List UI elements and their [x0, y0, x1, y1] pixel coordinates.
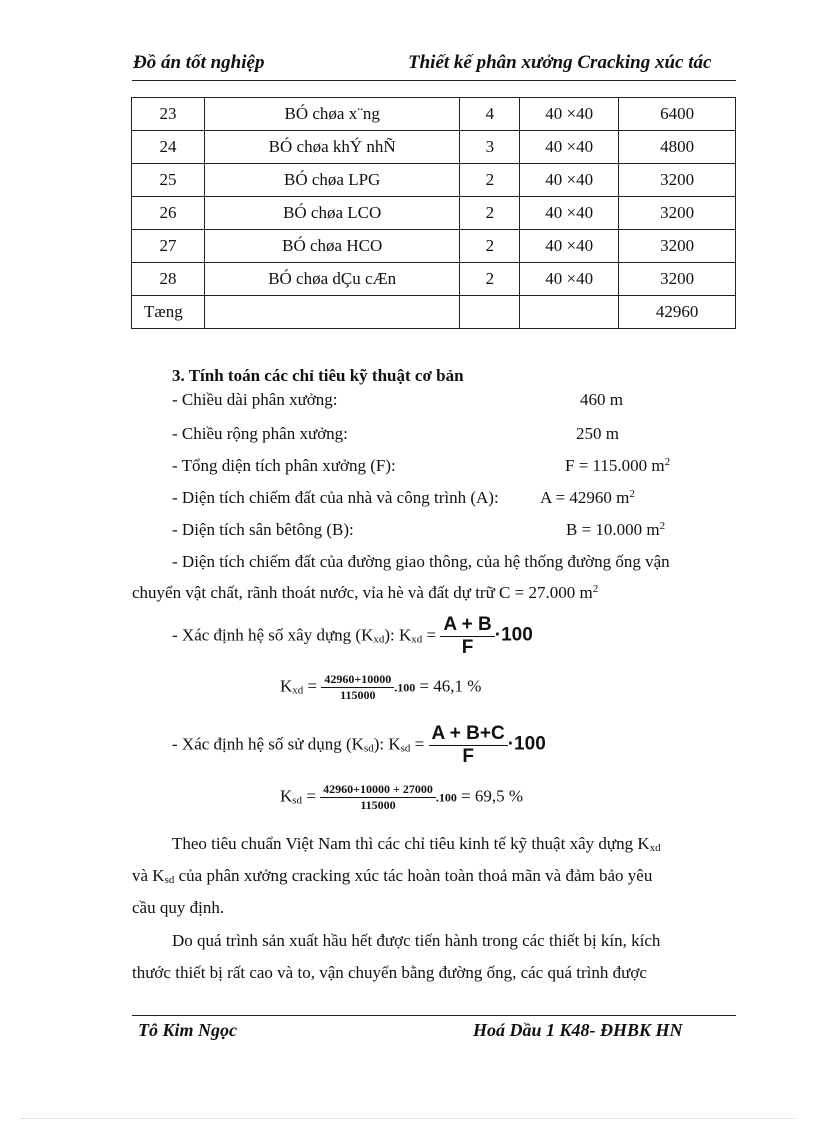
row-no: 25	[132, 164, 205, 197]
width-value: 250 m	[576, 424, 619, 443]
row-area: 3200	[619, 197, 736, 230]
ksd-fraction: $\frac{A + B+C}{F}$	[429, 723, 508, 768]
row-qty: 2	[460, 230, 520, 263]
total-area-value: F = 115.000 $m^2$	[565, 456, 671, 475]
row-no: 28	[132, 263, 205, 296]
equipment-table	[131, 97, 736, 329]
row-size: 40 ×40	[520, 197, 619, 230]
table-total-row	[132, 296, 736, 329]
paragraph-2-line-1: Do quá trình sản xuất hầu hết được tiến hành trong các thiết bị kín, kích	[172, 931, 661, 950]
concrete-area-value: B = 10.000 $m^2$	[566, 520, 666, 539]
table-row	[132, 164, 736, 197]
paragraph-1-line-3: cầu quy định.	[132, 898, 225, 917]
row-name: BÓ chøa HCO	[204, 230, 459, 263]
width-label: - Chiều rộng phân xưởng:	[172, 424, 348, 443]
row-qty: 2	[460, 164, 520, 197]
building-area-label: - Diện tích chiếm đất của nhà và công trình (A):	[172, 488, 499, 507]
paragraph-1-line-1: Theo tiêu chuẩn Việt Nam thì các chỉ tiêu kinh tế kỹ thuật xây dựng $K_{xd}$	[172, 834, 661, 854]
row-qty: 3	[460, 131, 520, 164]
row-area: 3200	[619, 230, 736, 263]
table-row	[132, 98, 736, 131]
row-name: BÓ chøa dÇu cÆn	[204, 263, 459, 296]
row-area: 3200	[619, 263, 736, 296]
section-heading: 3. Tính toán các chỉ tiêu kỹ thuật cơ bản	[172, 366, 464, 385]
row-no: 26	[132, 197, 205, 230]
row-area: 3200	[619, 164, 736, 197]
row-no: 24	[132, 131, 205, 164]
row-qty: 2	[460, 263, 520, 296]
header-left: Đồ án tốt nghiệp	[133, 52, 265, 73]
kxd-formula: - Xác định hệ số xây dựng $(K_{xd})$: $K_{xd}$ = $\frac{A + B}{F}$ ·100	[172, 614, 533, 658]
length-label: - Chiều dài phân xưởng:	[172, 390, 338, 409]
kxd-calc-fraction: $\frac{42960+10000}{115000}$	[321, 672, 394, 703]
ksd-calc-fraction: $\frac{42960+10000 + 27000}{115000}$	[320, 782, 436, 813]
row-area: 6400	[619, 98, 736, 131]
ksd-formula: - Xác định hệ số sử dụng $(K_{sd})$: $K_{sd}$ = $\frac{A + B+C}{F}$ ·100	[172, 723, 546, 767]
concrete-area-label: - Diện tích sân bêtông (B):	[172, 520, 354, 539]
table-row	[132, 263, 736, 296]
paragraph-2-line-2: thước thiết bị rất cao và to, vận chuyển bằng đường ống, các quá trình được	[132, 963, 647, 982]
row-name: BÓ chøa LPG	[204, 164, 459, 197]
row-no: 23	[132, 98, 205, 131]
kxd-calculation: $K_{xd}$ = $\frac{42960+10000}{115000}$ .100 = 46,1 %	[280, 672, 482, 702]
page-bottom-border	[20, 1118, 796, 1119]
row-area: 4800	[619, 131, 736, 164]
total-area-label: - Tổng diện tích phân xưởng (F):	[172, 456, 396, 475]
footer-left: Tô Kim Ngọc	[138, 1020, 237, 1040]
table-row	[132, 230, 736, 263]
building-area-value: A = 42960 $m^2$	[540, 488, 635, 507]
kxd-fraction: $\frac{A + B}{F}$	[440, 614, 494, 659]
row-qty: 2	[460, 197, 520, 230]
length-value: 460 m	[580, 390, 623, 409]
row-name: BÓ chøa x¨ng	[204, 98, 459, 131]
footer-rule	[132, 1015, 736, 1016]
ksd-result: = 69,5 %	[461, 786, 524, 806]
footer-right: Hoá Dầu 1 K48- ĐHBK HN	[473, 1020, 683, 1040]
total-label: Tæng	[132, 296, 205, 329]
row-qty: 4	[460, 98, 520, 131]
ksd-calculation: $K_{sd}$ = $\frac{42960+10000 + 27000}{115000}$ .100 = 69,5 %	[280, 782, 524, 812]
row-size: 40 ×40	[520, 164, 619, 197]
row-size: 40 ×40	[520, 263, 619, 296]
paragraph-1-line-2: và $K_{sd}$ của phân xưởng cracking xúc tác hoàn toàn thoả mãn và đảm bảo yêu	[132, 866, 653, 886]
header-right: Thiết kế phân xưởng Cracking xúc tác	[408, 52, 712, 73]
road-area-line-2: chuyển vật chất, rãnh thoát nước, vỉa hè và đất dự trữ C = 27.000 $m^2$	[132, 583, 599, 602]
row-name: BÓ chøa khÝ nhÑ	[204, 131, 459, 164]
table-row	[132, 131, 736, 164]
header-rule	[132, 80, 736, 81]
row-size: 40 ×40	[520, 98, 619, 131]
total-value: 42960	[619, 296, 736, 329]
table-row	[132, 197, 736, 230]
kxd-result: = 46,1 %	[419, 676, 482, 696]
row-size: 40 ×40	[520, 230, 619, 263]
row-no: 27	[132, 230, 205, 263]
row-size: 40 ×40	[520, 131, 619, 164]
road-area-line-1: - Diện tích chiếm đất của đường giao thông, của hệ thống đường ống vận	[172, 552, 670, 571]
row-name: BÓ chøa LCO	[204, 197, 459, 230]
